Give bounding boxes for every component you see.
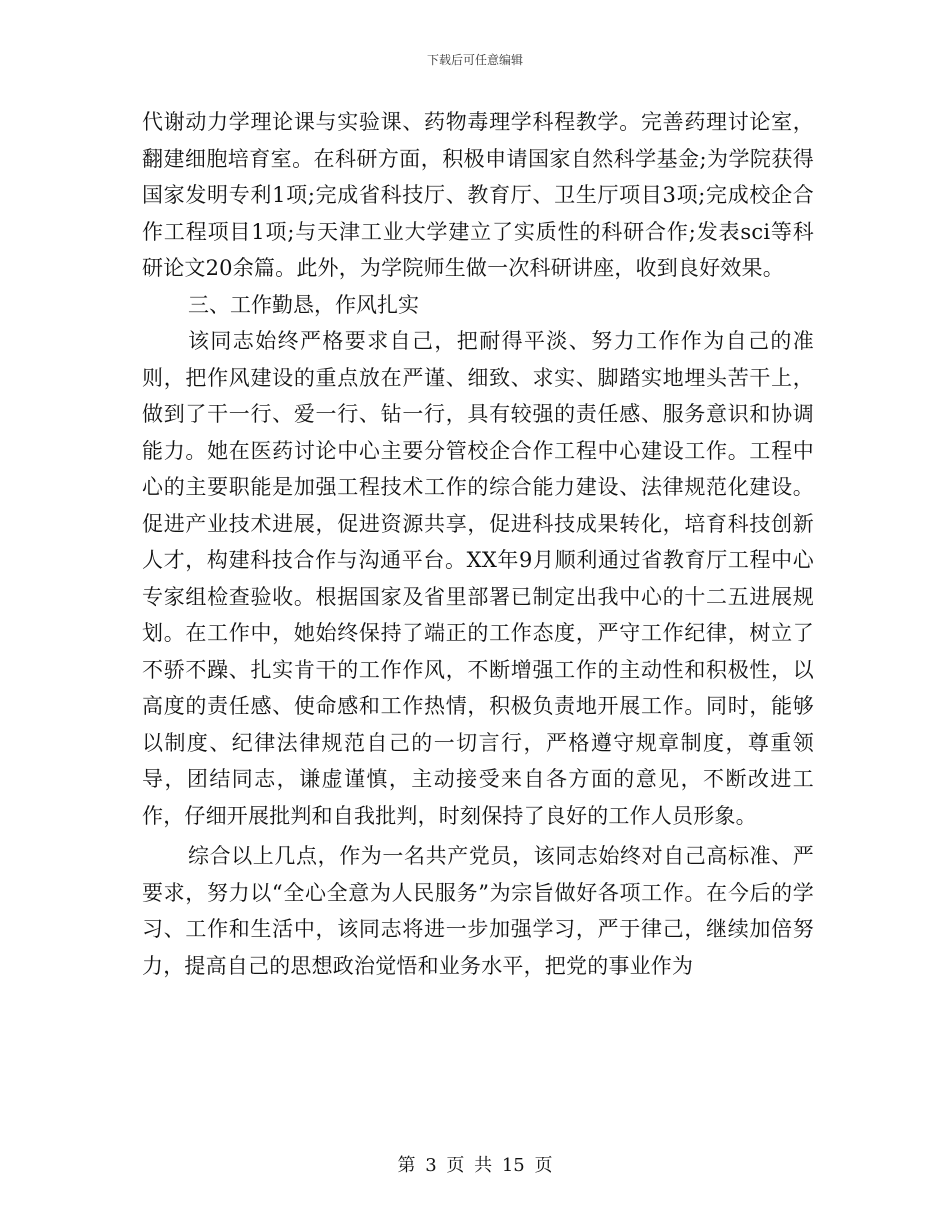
page-number: 第 3 页 共 15 页	[397, 1155, 553, 1176]
paragraph-work-style: 该同志始终严格要求自己，把耐得平淡、努力工作作为自己的准则，把作风建设的重点放在严谨、细致、求实、脚踏实地埋头苦干上，做到了干一行、爱一行、钻一行，具有较强的责任感、服务意识和协调能力。她在医药讨论中心主要分管校企合作工程中心建设工作。工程中心的主要职能是加强工程技术工作的综合能力建设、法律规范化建设。促进产业技术进展，促进资源共享，促进科技成果转化，培育科技创新人才，构建科技合作与沟通平台。XX年9月顺利通过省教育厅工程中心专家组检查验收。根据国家及省里部署已制定出我中心的十二五进展规划。在工作中，她始终保持了端正的工作态度，严守工作纪律，树立了不骄不躁、扎实肯干的工作作风，不断增强工作的主动性和积极性，以高度的责任感、使命感和工作热情，积极负责地开展工作。同时，能够以制度、纪律法律规范自己的一切言行，严格遵守规章制度，尊重领导，团结同志，谦虚谨慎，主动接受来自各方面的意见，不断改进工作，仔细开展批判和自我批判，时刻保持了良好的工作人员形象。	[142, 329, 814, 828]
page-header-note: 下载后可任意编辑	[426, 53, 523, 67]
paragraph-summary: 综合以上几点，作为一名共产党员，该同志始终对自己高标准、严要求，努力以“全心全意为人民服务”为宗旨做好各项工作。在今后的学习、工作和生活中，该同志将进一步加强学习，严于律己，继续加倍努力，提高自己的思想政治觉悟和业务水平，把党的事业作为	[142, 844, 814, 978]
document-body	[142, 104, 814, 984]
section-heading: 三、工作勤恳，作风扎实	[188, 292, 419, 317]
paragraph-continued: 代谢动力学理论课与实验课、药物毒理学科程教学。完善药理讨论室，翻建细胞培育室。在科研方面，积极申请国家自然科学基金;为学院获得国家发明专利1项;完成省科技厅、教育厅、卫生厅项目3项;完成校企合作工程项目1项;与天津工业大学建立了实质性的科研合作;发表sci等科研论文20余篇。此外，为学院师生做一次科研讲座，收到良好效果。	[142, 110, 814, 280]
